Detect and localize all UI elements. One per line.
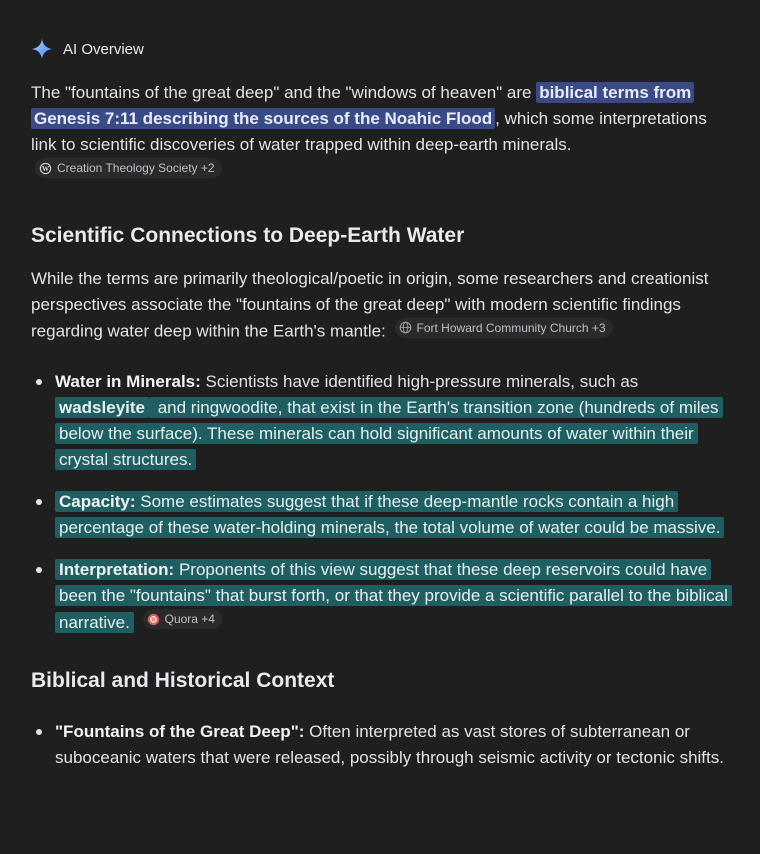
source-chip-creation-theology[interactable] bbox=[35, 158, 222, 178]
source-chip-quora[interactable] bbox=[143, 609, 222, 629]
section-heading-scientific: Scientific Connections to Deep-Earth Water bbox=[31, 223, 465, 247]
source-chip-label: Creation Theology Society +2 bbox=[57, 161, 215, 175]
bullet-lead: Scientists have identified high-pressure minerals, such as bbox=[200, 372, 639, 391]
list-item-capacity bbox=[31, 489, 732, 541]
bullet-highlight: Proponents of this view suggest that these deep reservoirs could have been the "fountains" that burst forth, or that they provide a scientific parallel to the biblical narrative. bbox=[59, 560, 728, 632]
bullet-title: Interpretation: bbox=[59, 560, 175, 579]
wordpress-icon bbox=[39, 162, 52, 175]
bullet-bold-term: wadsleyite bbox=[55, 397, 149, 418]
section-heading-biblical: Biblical and Historical Context bbox=[31, 668, 335, 692]
bullet-title: "Fountains of the Great Deep": bbox=[55, 721, 305, 741]
intro-paragraph bbox=[31, 80, 732, 185]
bullet-title: Capacity: bbox=[59, 492, 136, 511]
list-item-fountains bbox=[31, 719, 732, 771]
globe-icon bbox=[399, 321, 412, 334]
bullet-text: Often interpreted as vast stores of subterranean or suboceanic waters that were released, possibly through seismic activity or tectonic shifts. bbox=[55, 721, 724, 767]
sparkle-icon bbox=[31, 38, 53, 60]
quora-icon bbox=[147, 613, 160, 626]
list-item-water-in-minerals bbox=[31, 369, 732, 473]
bullet-highlight: and ringwoodite, that exist in the Earth's transition zone (hundreds of miles below the surface). These minerals can hold significant amounts of water within their crystal structures. bbox=[55, 397, 723, 470]
ai-overview-panel bbox=[0, 29, 760, 771]
list-item-interpretation bbox=[31, 557, 732, 636]
ai-overview-header bbox=[31, 29, 732, 69]
scientific-bullet-list bbox=[31, 369, 732, 636]
section1-intro-paragraph bbox=[31, 266, 732, 345]
section1-intro-text: While the terms are primarily theological/poetic in origin, some researchers and creationist perspectives associate the "fountains of the great deep" with modern scientific findings regarding water deep within the Earth's mantle: bbox=[31, 268, 709, 340]
intro-text-before: The "fountains of the great deep" and the "windows of heaven" are bbox=[31, 83, 537, 102]
source-chip-label: Fort Howard Community Church +3 bbox=[416, 320, 606, 335]
intro-highlight: biblical terms from Genesis 7:11 describing the sources of the Noahic Flood bbox=[31, 82, 694, 129]
source-chip-fort-howard[interactable] bbox=[395, 318, 613, 338]
bullet-highlight-group bbox=[55, 491, 724, 538]
source-chip-label: Quora +4 bbox=[164, 612, 215, 626]
bullet-highlight: Some estimates suggest that if these deep-mantle rocks contain a high percentage of these water-holding minerals, the total volume of water could be massive. bbox=[59, 492, 721, 537]
ai-overview-title: AI Overview bbox=[63, 40, 144, 58]
svg-text:W: W bbox=[41, 163, 50, 173]
intro-text-after: , which some interpretations link to scientific discoveries of water trapped within deep-earth minerals. bbox=[31, 109, 707, 154]
bullet-title: Water in Minerals: bbox=[55, 372, 201, 391]
biblical-bullet-list bbox=[31, 719, 732, 771]
